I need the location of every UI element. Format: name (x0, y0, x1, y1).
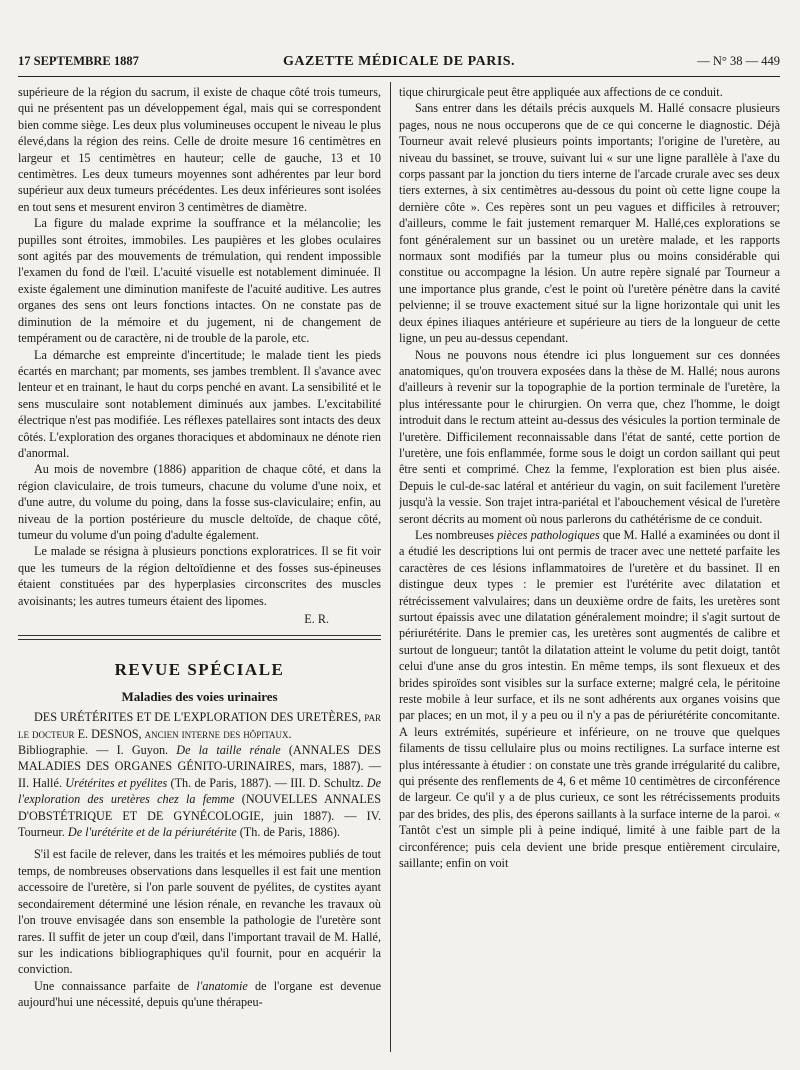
paragraph: Sans entrer dans les détails précis auxquels M. Hallé consacre plusieurs pages, nous ne nous occuperons que de ce qui concerne le diagnostic. Déjà Tourneur avait relevé plusieurs points importants; l'origine de l'uretère, au niveau du bassinet, se trouve, suivant lui « sur une ligne parallèle à l'axe du corps passant par la jonction du tiers interne de l'arcade crurale avec ses deux tiers externes, à six centimètres au-dessous du point où cette ligne coupe la dernière côte ». Ces repères sont un peu vagues et difficiles à retrouver; d'ailleurs, comme le fait justement remarquer M. Hallé,ces explorations se font généralement sur un bassinet ou un uretère malade, et les rapports normaux sont modifiés par la tumeur plus ou moins considérable qui constitue ou accompagne la lésion. Un autre repère signalé par Tourneur a une importance plus grande, c'est le point où l'uretère pénètre dans la cavité pelvienne; il se trouve exactement situé sur la ligne horizontale qui unit les deux épines iliaques antérieure et supérieure au tiers de la longueur de cette ligne, un peu au-dessus cependant. (399, 101, 780, 346)
issue-page-number: — N° 38 — 449 (697, 54, 780, 68)
paragraph: supérieure de la région du sacrum, il existe de chaque côté trois tumeurs, qui ne présentent pas un développement égal, mais qui se correspondent bien comme siège. Les deux plus volumineuses occupent le niveau le plus élevé,dans la région des reins. Celle de droite mesure 16 centimètres en largeur et 15 centimètres en hauteur; celle de gauche, 13 et 10 centimètres. Les deux tumeurs moyennes sont adhérentes par leur bord supérieur aux deux tumeurs précédentes. Les deux inférieures sont isolées en tout sens et mesurent environ 3 centimètres de diamètre. (18, 85, 381, 214)
biblio-title: De l'exploration des uretères chez la femme (18, 775, 381, 807)
author-signature: E. R. (304, 612, 329, 626)
paragraph: Nous ne pouvons nous étendre ici plus longuement sur ces données anatomiques, qu'on trouvera exposées dans la thèse de M. Hallé; nous aurons d'ailleurs à revenir sur la topographie de la portion terminale de l'uretère, la plus intéressante pour le chirurgien. On verra que, chez l'homme, le doigt introduit dans le rectum atteint au-dessus des vésicules la portion terminale de l'uretère. Difficilement reconnaissable dans l'état de santé, cette portion de l'uretère, une fois enflammée, forme sous le doigt un cordon saillant qui peut être senti et comprimé. Chez la femme, l'exploration est bien plus aisée. Depuis le cul-de-sac latéral et antérieur du vagin, on suit facilement l'uretère jusqu'à la vessie. Son trajet intra-pariétal et l'abouchement vésical de l'uretère seront décrits au moment où nous parlerons du cathétérisme de ce conduit. (399, 347, 780, 526)
column-divider (390, 82, 391, 1052)
biblio-text: (NOUVELLES ANNALES D'OBSTÉTRIQUE ET DE GYNÉCOLOGIE, juin 1887). — IV. Tourneur. (18, 792, 381, 840)
biblio-text: (Th. de Paris, 1886). (236, 825, 340, 840)
biblio-title: Urétérites et pyélites (65, 775, 168, 790)
article-title: DES URÉTÉRITES ET DE L'EXPLORATION DES URETÈRES, par le docteur E. DESNOS, ancien interne des hôpitaux. (18, 710, 381, 741)
paragraph: Le malade se résigna à plusieurs ponctions exploratrices. Il se fit voir que les tumeurs de la région deltoïdienne et des fosses sus-épineuses étaient constituées par des hyperplasies circonscrites des muscles avoisinants; les autres tumeurs étaient des lipomes. (18, 544, 381, 608)
biblio-title: De la taille rénale (176, 743, 281, 758)
section-subtitle: Maladies des voies urinaires (121, 688, 278, 704)
text-run: que M. Hallé a examinées ou dont il a étudié les descriptions lui ont permis de tracer avec une netteté parfaite les caractères de ces lésions inflammatoires de l'uretère et du bassinet. Il en distingue deux types : le premier est l'urétérite avec dilatation et rétrécissement valvulaires; dans un deuxième ordre de faits, les uretères sont surtout épaissis avec une dilatation généralement moindre; il s'agit surtout de périurétérite. Dans le premier cas, les uretères sont augmentés de calibre et surtout de longueur; tantôt la dilatation atteint le volume du petit doigt, tantôt celui d'une anse du gros intestin. En même temps, ils sont flexueux et des brides spiroïdes sont visibles sur la surface externe; malgré cela, le péritoine reste mobile à leur surface, et ils ne sont adhérents aux organes voisins que par places; en un mot, il y a peu ou il n'y a pas de périurétérite concomitante. A leurs extrémités, supérieure et inférieure, on ne trouve que quelques filaments de tissu cellulaire plus ou moins rectilignes. La surface interne est plus intéressante à étudier : on constate une très grande irrégularité du calibre, qui présente des renflements de 4, 6 et même 10 centimètres de circonférence de largeur. Ce qu'il y a de plus curieux, ce sont les rétrécissements produits par des brides, des plis, des éperons saillants à la surface interne de la paroi. « Tantôt c'est un simple pli à peine indiqué, limité à une faible part de la circonférence; puis cela devient une bride presque entièrement circulaire, saillante; enfin on voit (399, 527, 780, 871)
text-run: Les nombreuses (415, 527, 498, 542)
text-run: de l'organe est devenue aujourd'hui une nécessité, depuis qu'une thérapeu- (18, 978, 381, 1010)
paragraph (18, 978, 381, 1011)
section-title: REVUE SPÉCIALE (114, 660, 285, 680)
text-run-italic: l'anatomie (196, 978, 248, 993)
left-column (18, 84, 381, 1054)
masthead (18, 52, 780, 74)
paragraph: tique chirurgicale peut être appliquée aux affections de ce conduit. (399, 85, 723, 99)
paragraph: S'il est facile de relever, dans les traités et les mémoires publiés de tout temps, de nombreuses observations dans lesquelles il est fait une mention accessoire de l'uretère, si l'on parle souvent de pyélites, de cystites ayant secondairement déterminé une lésion rénale, en revanche les travaux où l'on trouve envisagée dans son ensemble la pathologie de l'uretère sont rares. Il suffit de jeter un coup d'œil, dans l'important travail de M. Hallé, sur les indications bibliographiques qu'il fournit, pour en acquérir la conviction. (18, 847, 381, 977)
text-run-italic: pièces pathologiques (497, 527, 600, 542)
biblio-title: De l'urétérite et de la périurétérite (67, 825, 237, 840)
section-rule (18, 639, 381, 640)
header-rule (18, 76, 780, 77)
section-rule (18, 635, 381, 636)
biblio-text: (ANNALES DES MALADIES DES ORGANES GÉNITO-URINAIRES, mars, 1887). — II. Hallé. (18, 743, 381, 790)
biblio-text: Bibliographie. — I. Guyon. (18, 743, 177, 758)
bibliography (18, 742, 381, 840)
biblio-text: (Th. de Paris, 1887). — III. D. Schultz. (167, 775, 367, 790)
paragraph: La démarche est empreinte d'incertitude; le malade tient les pieds écartés en marchant; par moments, ses jambes tremblent. Il s'avance avec lenteur et en trainant, le haut du corps penché en avant. La sensibilité et le sens musculaire sont notablement diminués aux jambes. L'excitabilité électrique n'est pas modifiée. Les réflexes patellaires sont intacts des deux côtés. L'exploration des organes thoraciques et abdominaux ne dénote rien d'anormal. (18, 347, 381, 460)
paragraph: La figure du malade exprime la souffrance et la mélancolie; les pupilles sont étroites, immobiles. Les paupières et les globes oculaires sont agités par des mouvements de trémulation, qui rendent impossible l'examen du fond de l'œil. L'acuité visuelle est notablement diminuée. Il existe également une diminution manifeste de l'acuité auditive. Les autres organes des sens ont leurs fonctions intactes. On ne constate pas de diminution de la mémoire et du jugement, ni de changement de tempérament ou de caractère, ni de trouble de la parole, etc. (18, 216, 381, 346)
right-column (399, 84, 780, 1054)
paragraph: Au mois de novembre (1886) apparition de chaque côté, et dans la région claviculaire, de trois tumeurs, chacune du volume d'une noix, et d'une autre, du volume du poing, dans la fosse sus-claviculaire; enfin, au niveau de la portion postérieure du muscle deltoïde, de chaque côté, tumeur du volume d'un poing d'adulte également. (18, 462, 381, 542)
paragraph (399, 527, 780, 872)
journal-title: GAZETTE MÉDICALE DE PARIS. (282, 54, 516, 69)
text-run: Une connaissance parfaite de (34, 978, 197, 993)
issue-date: 17 SEPTEMBRE 1887 (18, 54, 139, 68)
